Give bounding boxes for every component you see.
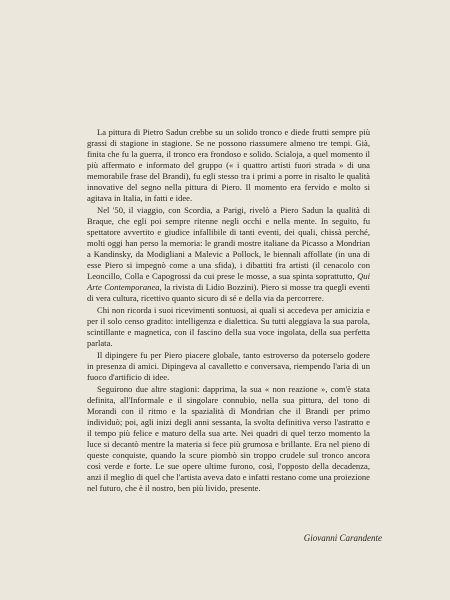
paragraph-2	[87, 205, 370, 304]
author-signature: Giovanni Carandente	[303, 533, 382, 543]
paragraph-4	[87, 350, 370, 383]
paragraph-5-text: Seguirono due altre stagioni: dapprima, la sua « non reazione », com'è stata definita, all'Informale e il singolare connubio, nella sua pittura, del tono di Morandi con il ritmo e la spazialità di Mondrian che il Brandi per primo individuò; poi, agli inizi degli anni sessanta, la svolta definitiva verso l'astratto e il tempo più felice e maturo della sua arte. Nei quadri di quel terzo momento la luce si decantò mentre la materia si fece più grumosa e brillante. Era nel pieno di queste conquiste, quando la scure piombò sin troppo crudele sul tronco ancora così verde e forte. Le sue opere ultime furono, così, l'opposto della decadenza, anzi il meglio di quel che l'artista aveva dato e infatti restano come una proiezione nel futuro, che è il nostro, ben più livido, presente.	[87, 384, 370, 493]
essay-body	[87, 127, 370, 494]
paragraph-1	[87, 127, 370, 204]
paragraph-4-text: Il dipingere fu per Piero piacere globale, tanto estroverso da poterselo godere in presenza di amici. Dipingeva al cavalletto e conversava, riempendo l'aria di un fuoco d'artificio di idee.	[87, 350, 370, 382]
paragraph-5	[87, 384, 370, 494]
paragraph-2-text-b: , la rivista di Lidio Bozzini). Piero si mosse tra quegli eventi di vera cultura, ricettivo quanto sicuro di sé e della via da percorrere.	[87, 282, 370, 303]
journal-title: Qui Arte Contemporanea	[87, 271, 370, 292]
paragraph-3-text: Chi non ricorda i suoi ricevimenti sontuosi, ai quali si accedeva per amicizia e per il solo censo gradito: intelligenza e dialettica. Su tutti aleggiava la sua parola, scintillante e magnetica, con il fascino della sua voce ingolata, della sua perfetta parlata.	[87, 305, 370, 348]
paragraph-2-text-a: Nel '50, il viaggio, con Scordia, a Parigi, rivelò a Piero Sadun la qualità di Braque, che egli poi sempre ritenne negli occhi e nella mente. In seguito, fu spettatore avvertito e giudice infallibile di tanti eventi, dei quali, chissà perché, molti oggi han perso la memoria: le grandi mostre italiane da Picasso a Mondrian a Kandinsky, da Modigliani a Malevic a Pollock, le biennali affollate (in una di esse Piero si impegnò come a una sfida), i dibattiti fra artisti (il cenacolo con Leoncillo, Colla e Capogrossi da cui prese le mosse, a sua spinta soprattutto,	[87, 205, 370, 281]
paragraph-3	[87, 305, 370, 349]
paragraph-1-text: La pittura di Pietro Sadun crebbe su un solido tronco e diede frutti sempre più grassi di stagione in stagione. Se ne possono riassumere almeno tre tempi. Già, finita che fu la guerra, il tronco era frondoso e solido. Scialoja, a quel momento il più affermato e informato del gruppo (« i quattro artisti fuori strada » di una memorabile frase del Brandi), fu egli stesso tra i primi a porre in risalto le qualità innovative del segno nella pittura di Piero. Il momento era fervido e molto si agitava in Italia, in fatti e idee.	[87, 127, 370, 203]
